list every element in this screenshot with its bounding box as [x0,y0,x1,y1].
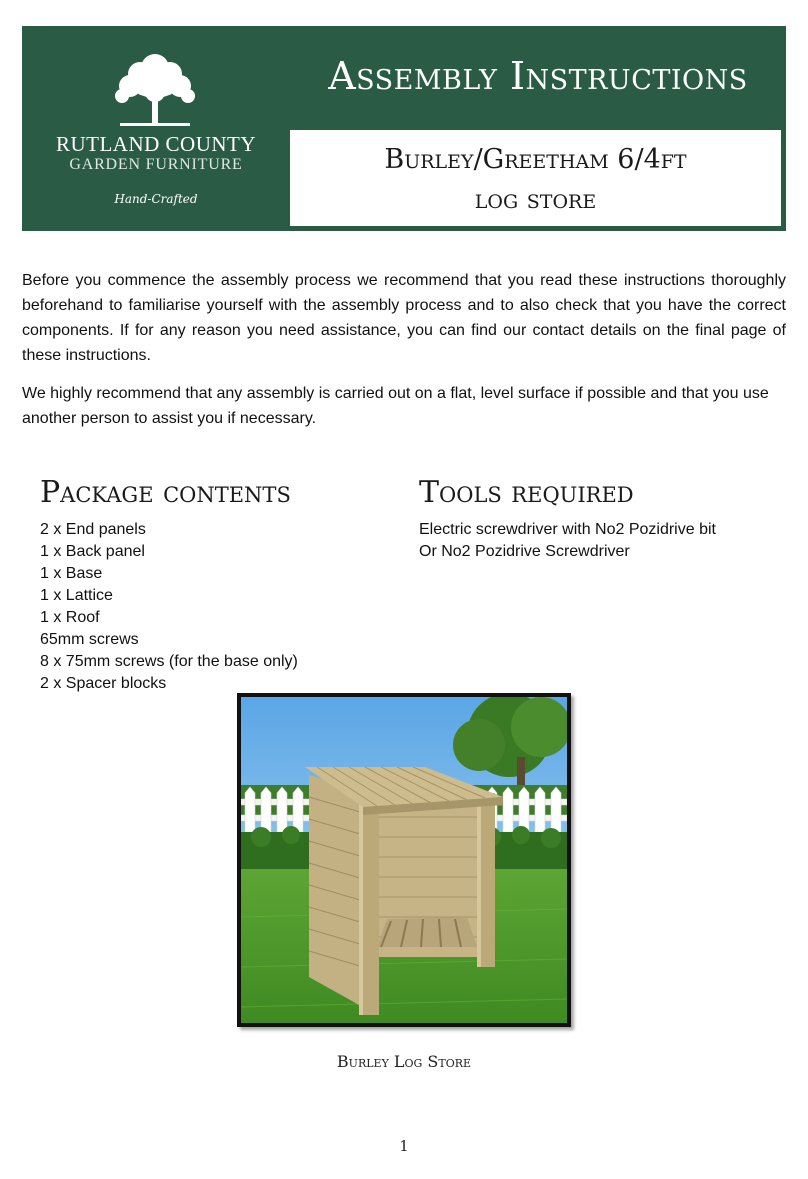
product-title-line2: log store [474,184,597,215]
header-banner [22,26,786,231]
intro-paragraph: Before you commence the assembly process we recommend that you read these instructions thoroughly beforehand to familiarise yourself with the assembly process and to also check that you have the correct components. If for any reason you need assistance, you can find our contact details on the final page of these instructions. [22,272,786,364]
tools-required-section [419,473,789,563]
list-item: 1 x Back panel [40,543,145,560]
brand-tagline: Hand-Crafted [114,192,198,206]
page-title: Assembly Instructions [328,54,748,98]
list-item: Or No2 Pozidrive Screwdriver [419,543,630,560]
list-item: 1 x Roof [40,609,100,626]
list-item: 2 x Spacer blocks [40,675,167,692]
brand-name: RUTLAND COUNTY [55,132,257,156]
list-item: Electric screwdriver with No2 Pozidrive bit [419,521,716,538]
list-item: 1 x Base [40,565,103,582]
product-title-box [290,130,781,226]
intro-paragraph: We highly recommend that any assembly is carried out on a flat, level surface if possible and that you use another person to assist you if necessary. [22,385,769,427]
brand-subname: GARDEN FURNITURE [69,156,243,173]
page-number: 1 [399,1137,409,1155]
tools-required-heading: Tools required [419,475,634,510]
package-contents-heading: Package contents [40,475,291,510]
list-item: 2 x End panels [40,521,146,538]
brand-logo [22,26,290,231]
intro-text [22,268,786,444]
list-item: 8 x 75mm screws (for the base only) [40,653,298,670]
product-photo [237,693,571,1027]
log-store-illustration [241,697,567,1023]
product-title-line1: Burley/Greetham 6/4ft [384,144,687,175]
photo-caption: Burley Log Store [336,1052,472,1071]
package-contents-section [40,473,400,695]
list-item: 65mm screws [40,631,139,648]
oak-tree-icon [112,48,198,128]
list-item: 1 x Lattice [40,587,113,604]
